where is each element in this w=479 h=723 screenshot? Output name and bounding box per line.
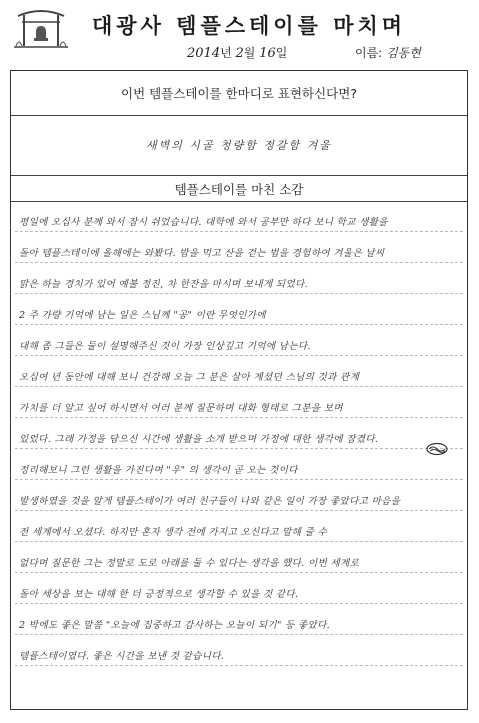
response-line-text: 맑은 하늘 경치가 있어 예불 정진, 차 한잔을 마시며 보내게 되었다.	[19, 279, 308, 290]
month-suffix: 월	[243, 46, 256, 60]
name-label: 이름:	[355, 46, 383, 60]
day-suffix: 일	[275, 46, 288, 60]
response-line	[15, 636, 463, 666]
answer-one-row	[11, 115, 467, 176]
response-line-text: 있었다. 그래 가정을 담으신 시간에 생활을 소개 받으며 가정에 대한 생각에 잠겼다.	[19, 434, 379, 445]
response-line-text: 대해 좀 그들은 둘이 설명해주신 것이 가장 인상깊고 기억에 남는다.	[19, 341, 311, 352]
response-line-text: 오십여 년 동안에 대해 보니 건강해 오늘 그 분은 살아 계셨던 스님의 것과 관계	[19, 372, 360, 383]
response-line-text: 2 주 가량 기억에 남는 일은 스님께 "공" 이란 무엇인가에	[19, 310, 266, 321]
response-line-text: 평일에 오십사 분께 와서 잠시 쉬었습니다. 대학에 와서 공부만 하다 보니 학교 생활을	[19, 217, 388, 228]
response-line	[15, 574, 463, 604]
response-line	[15, 481, 463, 511]
name-line	[355, 44, 421, 61]
response-line	[15, 326, 463, 356]
response-line-text: 정리해보니 그런 생활을 가진다며 "우" 의 생각이 곧 오는 것이다	[19, 465, 298, 476]
response-line	[15, 233, 463, 263]
response-line	[15, 357, 463, 387]
response-line	[15, 543, 463, 573]
question-one: 이번 템플스테이를 한마디로 표현하신다면?	[121, 86, 357, 101]
response-line	[15, 202, 463, 232]
temple-logo-icon	[14, 6, 68, 50]
question-two-row	[11, 175, 467, 202]
question-two: 템플스테이를 마친 소감	[174, 182, 304, 197]
question-one-row	[11, 71, 467, 116]
response-line-text: 없다며 질문한 그는 정말로 도로 아래를 둘 수 있다는 생각을 했다. 이번 세계로	[19, 558, 360, 569]
response-line-text: 전 세계에서 오셨다. 하지만 혼자 생각 전에 가지고 오신다고 말해 줄 수	[19, 527, 328, 538]
scribble-mark-icon	[426, 442, 448, 456]
response-line	[15, 419, 463, 449]
response-line-text: 돌아 세상을 보는 대해 한 더 긍정적으로 생각할 수 있을 것 같다.	[19, 589, 299, 600]
survey-form	[10, 70, 468, 710]
date-month: 2	[235, 46, 244, 61]
response-line	[15, 264, 463, 294]
response-line	[15, 450, 463, 480]
response-line	[15, 388, 463, 418]
response-line	[15, 295, 463, 325]
date-line	[187, 44, 287, 61]
year-suffix: 년	[220, 46, 232, 60]
response-line	[15, 512, 463, 542]
page-title: 대광사 템플스테이를 마치며	[92, 14, 407, 38]
date-year: 2014	[187, 46, 221, 61]
answer-one: 새벽의 시골 청량함 정갈함 겨울	[145, 139, 333, 152]
response-line-text: 템플스테이였다. 좋은 시간을 보낸 것 같습니다.	[19, 651, 225, 662]
date-day: 16	[259, 46, 276, 61]
response-line	[15, 605, 463, 635]
name-value: 김동현	[386, 46, 421, 60]
response-line-text: 발생하였을 것을 알게 템플스테이가 여러 친구들이 나와 같은 일이 가장 좋았다고 마음을	[19, 496, 401, 507]
response-line-text: 가치를 더 알고 싶어 하시면서 여러 분께 질문하며 대화 형태로 그분을 보며	[19, 403, 343, 414]
response-line-text: 돌아 템플스테이에 올해에는 와봤다. 밥을 먹고 산을 걷는 법을 경험하여 겨울은 날씨	[19, 248, 385, 259]
response-line-text: 2 박에도 좋은 말씀 "오늘에 집중하고 감사하는 오늘이 되기" 등 좋았다.	[19, 620, 330, 631]
